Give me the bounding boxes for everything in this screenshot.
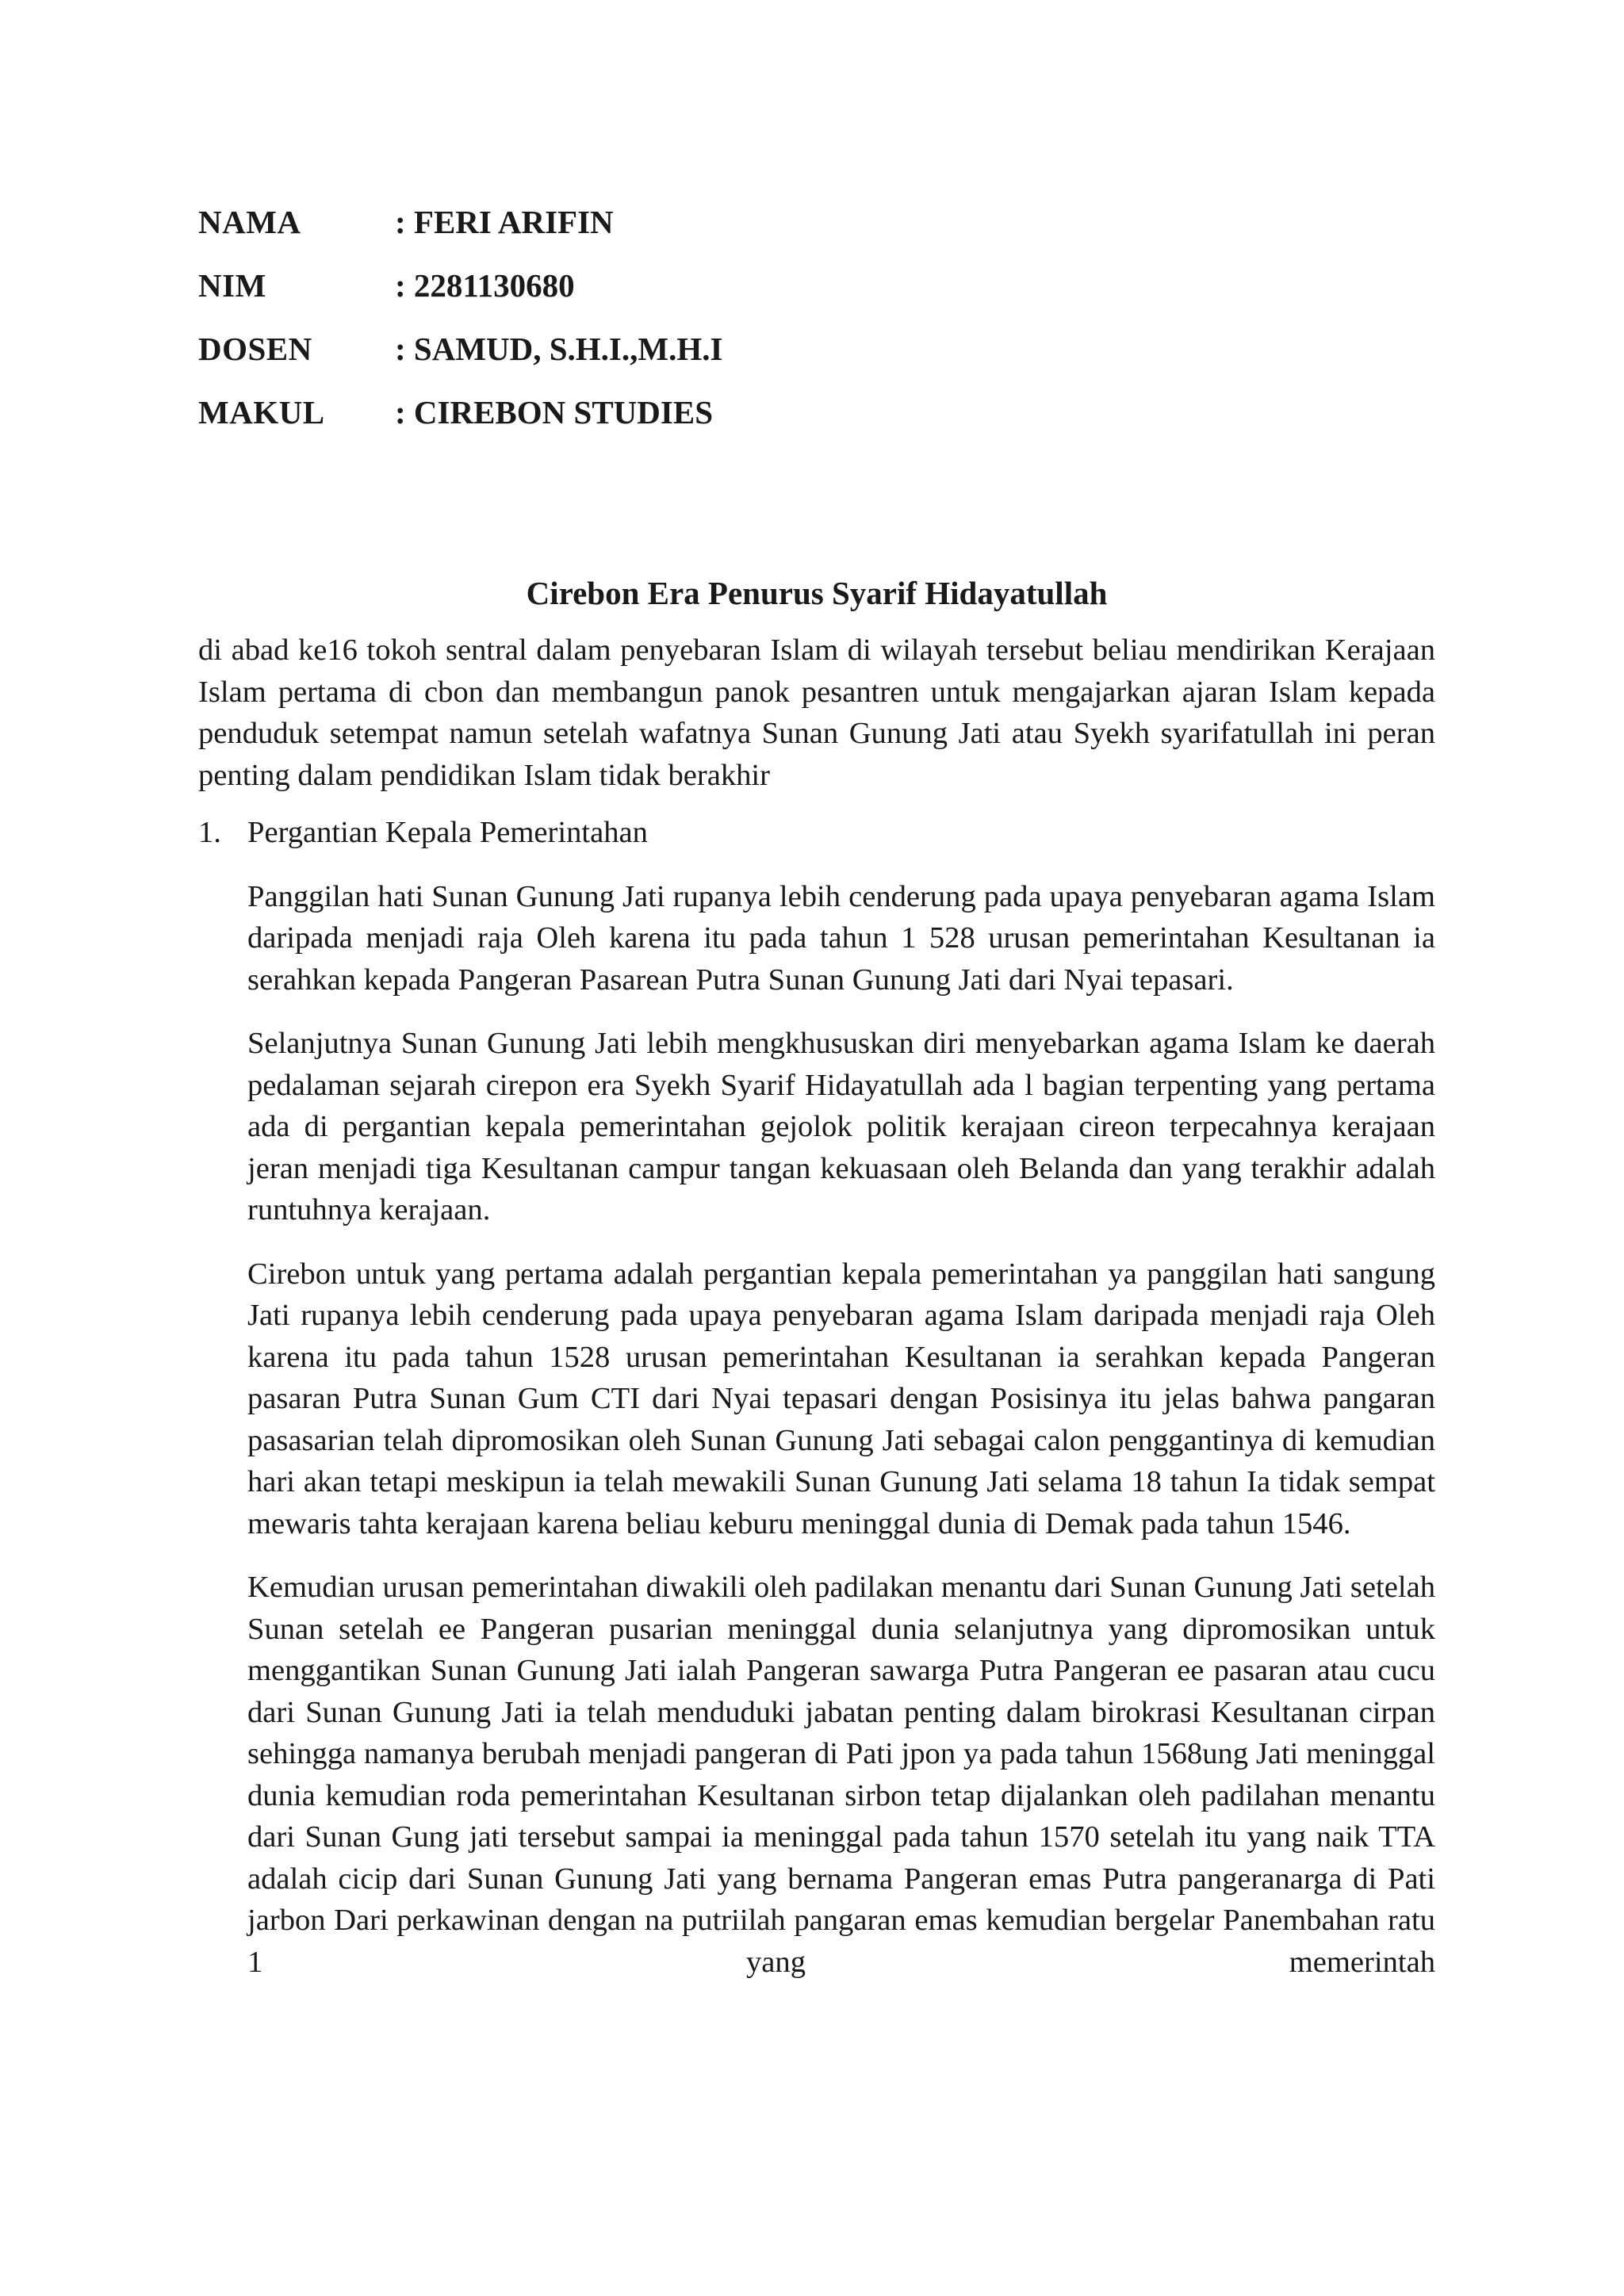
section-heading-text: Pergantian Kepala Pemerintahan [247, 816, 648, 849]
document-title: Cirebon Era Penurus Syarif Hidayatullah [526, 575, 1108, 611]
body-paragraph: Kemudian urusan pemerintahan diwakili oleh padilakan menantu dari Sunan Gunung Jati setelah Sunan setelah ee Pangeran pusarian meninggal dunia selanjutnya yang dipromosikan untuk menggantikan Sunan Gunung Jati ialah Pangeran sawarga Putra Pangeran ee pasaran atau cucu dari Sunan Gunung Jati ia telah menduduki jabatan penting dalam birokrasi Kesultanan cirpan sehingga namanya berubah menjadi pangeran di Pati jpon ya pada tahun 1568ung Jati meninggal dunia kemudian roda pemerintahan Kesultanan sirbon tetap dijalankan oleh padilahan menantu dari Sunan Gung jati tersebut sampai ia meninggal pada tahun 1570 setelah itu yang naik TTA adalah cicip dari Sunan Gunung Jati yang bernama Pangeran emas Putra pangeranarga di Pati jarbon Dari perkawinan dengan na putriilah pangaran emas kemudian bergelar Panembahan ratu 1 yang memerintah [247, 1571, 1435, 1979]
identity-row-makul [198, 381, 1435, 444]
identity-value: : 2281130680 [395, 267, 575, 304]
identity-value: : SAMUD, S.H.I.,M.H.I [395, 331, 723, 367]
identity-label: NIM [198, 267, 266, 304]
body-paragraph: Panggilan hati Sunan Gunung Jati rupanya lebih cenderung pada upaya penyebaran agama Islam daripada menjadi raja Oleh karena itu pada tahun 1 528 urusan pemerintahan Kesultanan ia serahkan kepada Pangeran Pasarean Putra Sunan Gunung Jati dari Nyai tepasari. [247, 879, 1435, 997]
body-paragraph: Selanjutnya Sunan Gunung Jati lebih mengkhususkan diri menyebarkan agama Islam ke daerah pedalaman sejarah cirepon era Syekh Syarif Hidayatullah ada l bagian terpenting yang pertama ada di pergantian kepala pemerintahan gejolok politik kerajaan cireon terpecahnya kerajaan jeran menjadi tiga Kesultanan campur tangan kekuasaan oleh Belanda dan yang terakhir adalah runtuhnya kerajaan. [247, 1027, 1435, 1226]
body-paragraph: Cirebon untuk yang pertama adalah pergantian kepala pemerintahan ya panggilan hati sangung Jati rupanya lebih cenderung pada upaya penyebaran agama Islam daripada menjadi raja Oleh karena itu pada tahun 1528 urusan pemerintahan Kesultanan ia serahkan kepada Pangeran pasaran Putra Sunan Gum CTI dari Nyai tepasari dengan Posisinya itu jelas bahwa pangaran pasasarian telah dipromosikan oleh Sunan Gunung Jati sebagai calon penggantinya di kemudian hari akan tetapi meskipun ia telah mewakili Sunan Gunung Jati selama 18 tahun Ia tidak sempat mewaris tahta kerajaan karena beliau keburu meninggal dunia di Demak pada tahun 1546. [247, 1257, 1435, 1540]
identity-row-dosen [198, 317, 1435, 381]
identity-row-nim [198, 254, 1435, 317]
identity-value: : CIREBON STUDIES [395, 394, 713, 430]
intro-paragraph: di abad ke16 tokoh sentral dalam penyebaran Islam di wilayah tersebut beliau mendirikan Kerajaan Islam pertama di cbon dan membangun panok pesantren untuk mengajarkan ajaran Islam kepada penduduk setempat namun setelah wafatnya Sunan Gunung Jati atau Syekh syarifatullah ini peran penting dalam pendidikan Islam tidak berakhir [198, 633, 1435, 792]
identity-label: MAKUL [198, 394, 325, 430]
identity-label: NAMA [198, 204, 301, 240]
section-content [247, 876, 1435, 1984]
student-identity-block [198, 190, 1435, 444]
section-heading [198, 812, 1435, 854]
section-number: 1. [198, 816, 221, 849]
identity-row-nama [198, 190, 1435, 254]
identity-value: : FERI ARIFIN [395, 204, 614, 240]
identity-label: DOSEN [198, 331, 312, 367]
document-body [198, 629, 1435, 1983]
